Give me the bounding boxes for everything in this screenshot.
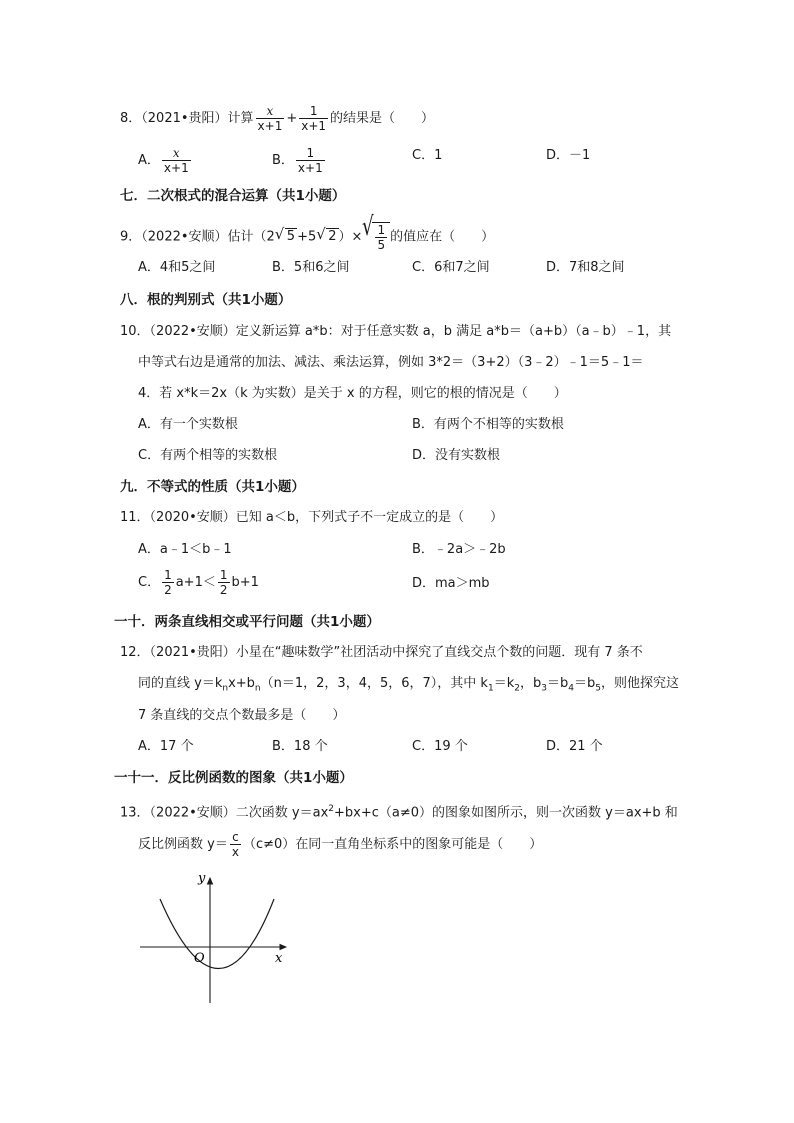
question-9 [120,212,495,252]
section-11-title: 一十一．反比例函数的图象（共1小题） [114,770,353,786]
q11-opt-c-label: C． [138,575,161,590]
q9-suffix: 的值应在（ ） [390,229,495,245]
q8-option-c[interactable]: C．1 [412,148,443,163]
q9-sqrt-fraction: √ $\frac{1}{5}$ [362,222,390,252]
q12-l2-d: ＝k [493,676,515,691]
q12-l2-sub2: n [254,683,261,694]
parabola-graph [130,866,300,1008]
q11-option-b[interactable]: B．﹣2a＞﹣2b [412,542,506,557]
q12-option-d[interactable]: D．21 个 [546,739,603,754]
q8-opt-a-num: x [172,146,180,160]
q8-opt-a-fraction [162,146,191,175]
q10-option-b[interactable]: B．有两个不相等的实数根 [412,417,564,432]
q9-frac-den: 5 [377,238,386,252]
question-10-line-3: 4．若 x*k＝2x（k 为实数）是关于 x 的方程，则它的根的情况是（ ） [138,386,567,401]
q8-frac1-num: x [266,104,274,118]
q12-l2-c: （n＝1，2，3，4，5，6，7），其中 k [260,676,488,691]
q10-option-c[interactable]: C．有两个相等的实数根 [138,448,278,463]
q12-l2-b: x+b [228,676,255,691]
x-axis-label: x [275,951,283,966]
q12-option-c[interactable]: C．19 个 [412,739,468,754]
question-13-line-2 [138,830,542,859]
q13-l2-frac [230,830,241,859]
q8-opt-a-label: A． [138,153,160,168]
q9-option-a[interactable]: A．4和5之间 [138,260,216,275]
q12-l2-a: 同的直线 y＝k [138,676,223,691]
q12-l2-sub4: 2 [514,683,520,694]
q11-opt-c-num1: 1 [164,568,172,582]
parabola-curve [160,899,274,969]
question-12-line-2 [138,674,679,699]
question-10-line-1: 10．（2022•安顺）定义新运算 a*b：对于任意实数 a，b 满足 a*b＝（a+b）（a﹣b）﹣1，其 [120,324,672,339]
q9-plus5: +5 [297,229,317,245]
q12-l2-sub3: 1 [487,683,494,694]
q12-option-a[interactable]: A．17 个 [138,739,194,754]
q9-option-c[interactable]: C．6和7之间 [412,260,490,275]
q12-l2-sub1: n [222,683,229,694]
q13-l2-num: c [232,830,239,844]
q13-l2-den: x [231,845,239,859]
q8-fraction-1 [256,104,285,133]
question-13-line-1 [120,799,678,823]
q11-opt-c-den1: 2 [164,583,172,597]
q8-fraction-2 [299,104,328,133]
q11-option-a[interactable]: A．a﹣1＜b﹣1 [138,542,232,557]
section-8-title: 八．根的判别式（共1小题） [120,292,292,308]
q12-l2-f: ＝b [546,676,569,691]
q12-l2-sub7: 5 [595,683,601,694]
q8-frac1-den: x+1 [257,119,283,133]
q11-opt-c-end: b+1 [231,575,259,590]
q9-sqrt-2: √ 2 [316,225,337,244]
q11-opt-c-den2: 2 [219,583,228,597]
q8-opt-b-fraction [296,146,325,175]
q11-option-d[interactable]: D．ma＞mb [412,576,490,591]
q11-option-c[interactable] [138,568,259,597]
q11-opt-c-frac-2 [218,568,230,597]
question-12-line-1: 12．（2021•贵阳）小星在“趣味数学”社团活动中探究了直线交点个数的问题．现有 7 条不 [120,645,643,660]
y-axis-label: y [198,871,206,886]
q9-rad-1: 5 [286,229,296,244]
question-10-line-2: 中等式右边是通常的加法、减法、乘法运算，例如 3*2＝（3+2）（3﹣2）﹣1＝5﹣1＝ [138,355,644,370]
q13-l2-a: 反比例函数 y＝ [138,837,228,852]
q8-option-a[interactable] [138,146,193,175]
q12-option-b[interactable]: B．18 个 [272,739,328,754]
q13-l2-b: （c≠0）在同一直角坐标系中的图象可能是（ ） [242,837,543,852]
q9-option-d[interactable]: D．7和8之间 [546,260,625,275]
q10-option-d[interactable]: D．没有实数根 [412,448,501,463]
q8-option-b[interactable] [272,146,327,175]
q8-opt-b-label: B． [272,153,294,168]
q11-opt-c-num2: 1 [219,568,228,582]
section-9-title: 九．不等式的性质（共1小题） [120,479,305,495]
q8-plus: + [286,111,298,126]
q8-frac2-den: x+1 [301,119,327,133]
q9-rad-2: 2 [328,229,337,244]
q10-option-a[interactable]: A．有一个实数根 [138,417,238,432]
q8-option-d[interactable]: D．－1 [546,148,591,163]
q12-l2-sub6: 4 [568,683,574,694]
q12-l2-g: ＝b [573,676,596,691]
q9-option-b[interactable]: B．5和6之间 [272,260,350,275]
q9-sqrt-1: √ 5 [274,225,296,244]
q8-frac2-num: 1 [309,104,318,118]
section-10-title: 一十．两条直线相交或平行问题（共1小题） [114,614,380,630]
q12-l2-sub5: 3 [541,683,547,694]
q12-l2-h: ，则他探究这 [600,676,679,691]
q8-suffix: 的结果是（ ） [330,111,435,126]
q8-opt-a-den: x+1 [163,161,189,175]
section-7-title: 七．二次根式的混合运算（共1小题） [120,188,346,204]
q9-close: ）× [338,229,363,245]
q8-opt-b-den: x+1 [297,161,323,175]
question-12-line-3: 7 条直线的交点个数最多是（ ） [138,708,346,723]
q11-opt-c-mid: a+1＜ [175,575,216,590]
question-11: 11．（2020•安顺）已知 a＜b，下列式子不一定成立的是（ ） [120,510,504,525]
q8-prefix: 8．（2021•贵阳）计算 [120,111,254,126]
q13-l1-a: 13．（2022•安顺）二次函数 y＝ax [120,805,329,821]
q9-prefix: 9．（2022•安顺）估计（2 [120,229,275,245]
q13-l1-b: +bx+c（a≠0）的图象如图所示，则一次函数 y＝ax+b 和 [334,805,678,821]
q9-frac-num: 1 [377,223,386,237]
q13-l1-sup: 2 [328,804,335,814]
origin-label: O [194,951,205,966]
q11-opt-c-frac-1 [162,568,174,597]
question-8 [120,104,434,133]
q12-l2-e: ，b [519,676,542,691]
q8-opt-b-num: 1 [306,146,315,160]
